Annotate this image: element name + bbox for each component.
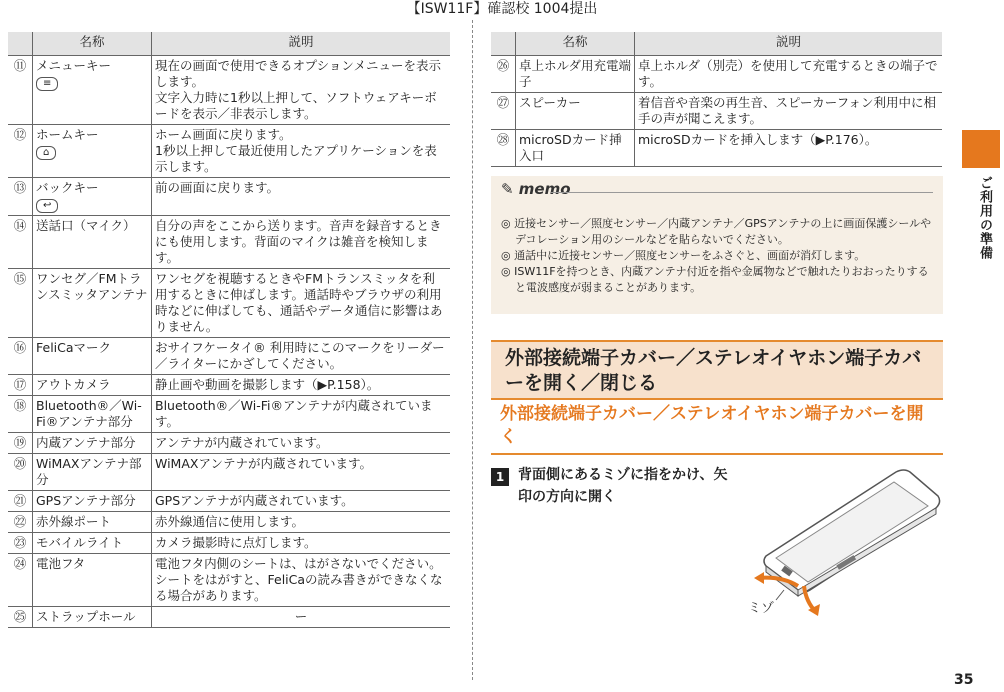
key-icon: ↩ [36,199,58,213]
part-name: ワンセグ／FMトランスミッタアンテナ [33,269,152,338]
groove-label: ミゾ [748,601,775,616]
row-number: ㉔ [8,554,33,607]
parts-table-left [8,32,450,628]
key-icon: ≡ [36,77,58,91]
part-description: カメラ撮影時に点灯します。 [152,533,451,554]
part-name: microSDカード挿入口 [516,130,635,167]
phone-illustration [746,466,946,616]
groove-leader-line [776,590,784,600]
part-name: ホームキー ⌂ [33,125,152,178]
part-description: 自分の声をここから送ります。音声を録音するときにも使用します。背面のマイクは雑音を検知します。 [152,216,451,269]
row-number: ⑰ [8,375,33,396]
row-number: ⑱ [8,396,33,433]
row-number: ㉖ [491,56,516,93]
key-icon: ⌂ [36,146,56,160]
part-description: GPSアンテナが内蔵されています。 [152,491,451,512]
table-row [8,178,450,216]
row-number: ⑯ [8,338,33,375]
table-row [8,607,450,628]
subsection-rule [491,453,943,455]
open-arrow-left-head [754,572,764,584]
parts-table-right [491,32,942,167]
col-num-header [8,32,33,56]
table-row [491,130,942,167]
row-number: ⑫ [8,125,33,178]
part-name: 内蔵アンテナ部分 [33,433,152,454]
part-name: 赤外線ポート [33,512,152,533]
section-title: 外部接続端子カバー／ステレオイヤホン端子カバーを開く／閉じる [505,347,922,394]
row-number: ⑮ [8,269,33,338]
part-name: モバイルライト [33,533,152,554]
table-row [491,93,942,130]
page-number: 35 [954,672,974,688]
col-desc-header: 説明 [635,32,943,56]
part-name: WiMAXアンテナ部分 [33,454,152,491]
part-description: 現在の画面で使用できるオプションメニューを表示します。 文字入力時に1秒以上押して、ソフトウェアキーボードを表示／非表示します。 [152,56,451,125]
row-number: ⑬ [8,178,33,216]
part-name: FeliCaマーク [33,338,152,375]
col-desc-header: 説明 [152,32,451,56]
row-number: ㉒ [8,512,33,533]
table-row [8,396,450,433]
table-row [8,269,450,338]
row-number: ⑭ [8,216,33,269]
memo-list [501,216,937,296]
table-row [8,433,450,454]
part-name: ストラップホール [33,607,152,628]
table-row [8,56,450,125]
part-name: 送話口（マイク） [33,216,152,269]
table-row [8,533,450,554]
phone-body [764,470,940,596]
col-name-header: 名称 [33,32,152,56]
column-divider [472,20,473,680]
part-name: アウトカメラ [33,375,152,396]
row-number: ⑲ [8,433,33,454]
part-description: アンテナが内蔵されています。 [152,433,451,454]
part-description: おサイフケータイ® 利用時にこのマークをリーダー／ライターにかざしてください。 [152,338,451,375]
table-row [8,125,450,178]
memo-rule [551,192,933,193]
part-name: バックキー ↩ [33,178,152,216]
chapter-tab-label: ご利用の準備 [977,176,992,260]
row-number: ⑪ [8,56,33,125]
part-description: 前の画面に戻ります。 [152,178,451,216]
table-row [8,216,450,269]
section-heading-box [491,340,943,400]
page-header: 【ISW11F】確認校 1004提出 [406,1,598,17]
table-row [8,454,450,491]
table-row [491,56,942,93]
col-num-header [491,32,516,56]
part-description: Bluetooth®／Wi-Fi®アンテナが内蔵されています。 [152,396,451,433]
part-description: ホーム画面に戻ります。 1秒以上押して最近使用したアプリケーションを表示します。 [152,125,451,178]
part-description: 卓上ホルダ（別売）を使用して充電するときの端子です。 [635,56,943,93]
part-description: ワンセグを視聴するときやFMトランスミッタを利用するときに伸ばします。通話時やブラウザの利用時などに伸ばしても、通話やデータ通信に影響はありません。 [152,269,451,338]
part-description: WiMAXアンテナが内蔵されています。 [152,454,451,491]
part-description: 赤外線通信に使用します。 [152,512,451,533]
row-number: ㉕ [8,607,33,628]
row-number: ㉗ [491,93,516,130]
row-number: ⑳ [8,454,33,491]
part-description: microSDカードを挿入します（▶P.176）。 [635,130,943,167]
part-name: メニューキー ≡ [33,56,152,125]
memo-item: ◎ 近接センサー／照度センサー／内蔵アンテナ／GPSアンテナの上に画面保護シールやデコレーション用のシールなどを貼らないでください。 [501,217,932,246]
row-number: ㉘ [491,130,516,167]
table-row [8,554,450,607]
part-description: 電池フタ内側のシートは、はがさないでください。シートをはがすと、FeliCaの読み書きができなくなる場合があります。 [152,554,451,607]
part-description: ー [152,607,451,628]
row-number: ㉑ [8,491,33,512]
chapter-tab [962,130,1000,168]
memo-item: ◎ 通話中に近接センサー／照度センサーをふさぐと、画面が消灯します。 [501,249,866,262]
part-description: 着信音や音楽の再生音、スピーカーフォン利用中に相手の声が聞こえます。 [635,93,943,130]
table-row [8,338,450,375]
part-name: 電池フタ [33,554,152,607]
part-name: GPSアンテナ部分 [33,491,152,512]
table-row [8,512,450,533]
col-name-header: 名称 [516,32,635,56]
table-row [8,491,450,512]
part-name: スピーカー [516,93,635,130]
table-row [8,375,450,396]
part-name: 卓上ホルダ用充電端子 [516,56,635,93]
memo-label: ✎ memo [501,180,571,198]
memo-item: ◎ ISW11Fを持つとき、内蔵アンテナ付近を指や金属物などで触れたりおおったりすると電波感度が弱まることがあります。 [501,265,929,294]
memo-box [491,176,943,314]
subsection-title: 外部接続端子カバー／ステレオイヤホン端子カバーを開く [500,404,924,447]
part-name: Bluetooth®／Wi-Fi®アンテナ部分 [33,396,152,433]
part-description: 静止画や動画を撮影します（▶P.158）。 [152,375,451,396]
step-number: 1 [491,468,509,486]
row-number: ㉓ [8,533,33,554]
step-text: 背面側にあるミゾに指をかけ、矢印の方向に開く [518,467,728,505]
